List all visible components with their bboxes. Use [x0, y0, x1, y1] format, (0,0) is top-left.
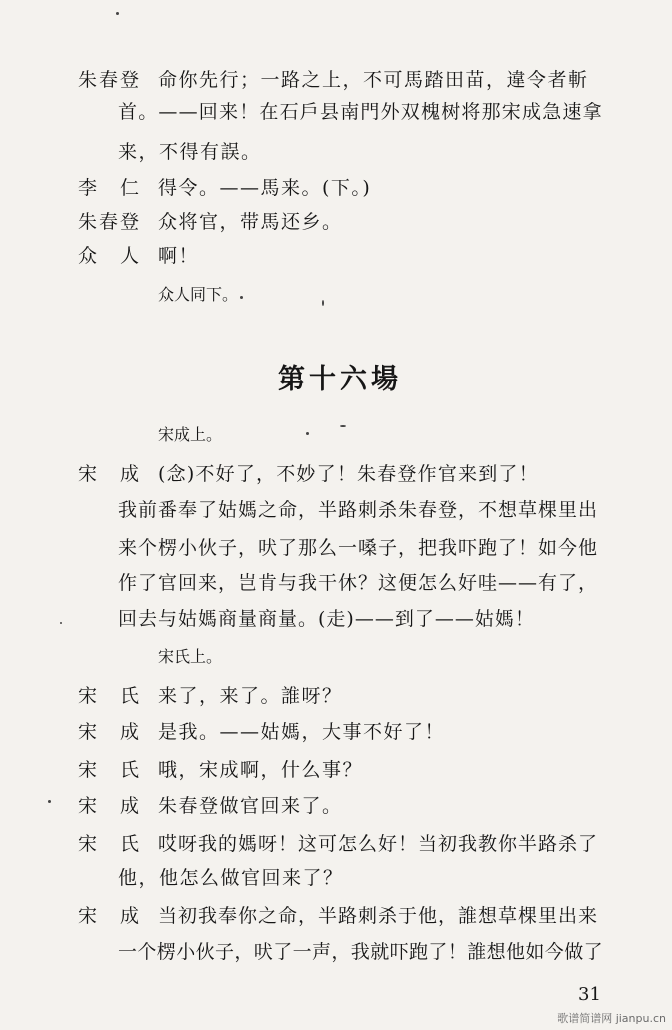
- speaker-label: 宋 成: [78, 463, 142, 485]
- speaker-label: 宋 氏: [78, 759, 142, 781]
- dialogue-continuation: 回去与姑媽商量商量。(走)——到了——姑媽！: [118, 608, 535, 630]
- stage-direction: 众人同下。: [158, 285, 239, 304]
- stage-direction: 宋成上。: [158, 425, 223, 444]
- print-speck: [116, 12, 119, 15]
- speaker-label: 李 仁: [78, 177, 142, 199]
- dialogue-continuation: 我前番奉了姑媽之命，半路刺杀朱春登，不想草棵里出: [118, 499, 599, 521]
- print-speck: [240, 296, 243, 299]
- print-speck: [60, 622, 62, 624]
- speaker-label: 宋 成: [78, 795, 142, 817]
- dialogue-continuation: 来，不得有誤。: [118, 141, 262, 163]
- speaker-label: 宋 成: [78, 905, 142, 927]
- speaker-label: 宋 氏: [78, 833, 142, 855]
- dialogue-continuation: 他，他怎么做官回来了？: [118, 867, 344, 889]
- stage-direction: 宋氏上。: [158, 647, 223, 666]
- scene-title: 第十六場: [278, 364, 402, 395]
- dialogue-text: 哎呀我的媽呀！这可怎么好！当初我教你半路杀了: [158, 833, 599, 855]
- dialogue-text: 当初我奉你之命，半路刺杀于他，誰想草棵里出来: [158, 905, 599, 927]
- dialogue-continuation: 作了官回来，岂肯与我干休？这便怎么好哇——有了，: [118, 572, 599, 594]
- print-speck: [48, 800, 51, 803]
- dialogue-text: 啊！: [158, 245, 200, 267]
- dialogue-text: 得令。——馬来。(下。): [158, 177, 372, 199]
- site-watermark: 歌谱简谱网 jianpu.cn: [557, 1012, 666, 1025]
- dialogue-text: 哦，宋成啊，什么事？: [158, 759, 364, 781]
- speaker-label: 众 人: [78, 245, 142, 267]
- dialogue-continuation: 首。——回来！在石戶县南門外双槐树将那宋成急速拿: [118, 101, 603, 123]
- dialogue-text: 众将官，带馬还乡。: [158, 211, 343, 233]
- speaker-label: 朱春登: [78, 211, 142, 233]
- dialogue-text: (念)不好了，不妙了！朱春登作官来到了！: [158, 463, 539, 485]
- print-speck: [340, 425, 346, 427]
- dialogue-text: 来了，来了。誰呀？: [158, 685, 343, 707]
- dialogue-continuation: 一个楞小伙子，吠了一声，我就吓跑了！誰想他如今做了: [118, 941, 604, 963]
- page-number: 31: [578, 984, 601, 1005]
- dialogue-text: 命你先行；一路之上，不可馬踏田苗，違令者斬: [158, 69, 589, 91]
- dialogue-text: 朱春登做官回来了。: [158, 795, 343, 817]
- speaker-label: 宋 成: [78, 721, 142, 743]
- dialogue-text: 是我。——姑媽，大事不好了！: [158, 721, 446, 743]
- print-speck: [322, 300, 324, 306]
- dialogue-continuation: 来个楞小伙子，吠了那么一嗓子，把我吓跑了！如今他: [118, 537, 599, 559]
- speaker-label: 朱春登: [78, 69, 142, 91]
- speaker-label: 宋 氏: [78, 685, 142, 707]
- print-speck: [306, 432, 309, 435]
